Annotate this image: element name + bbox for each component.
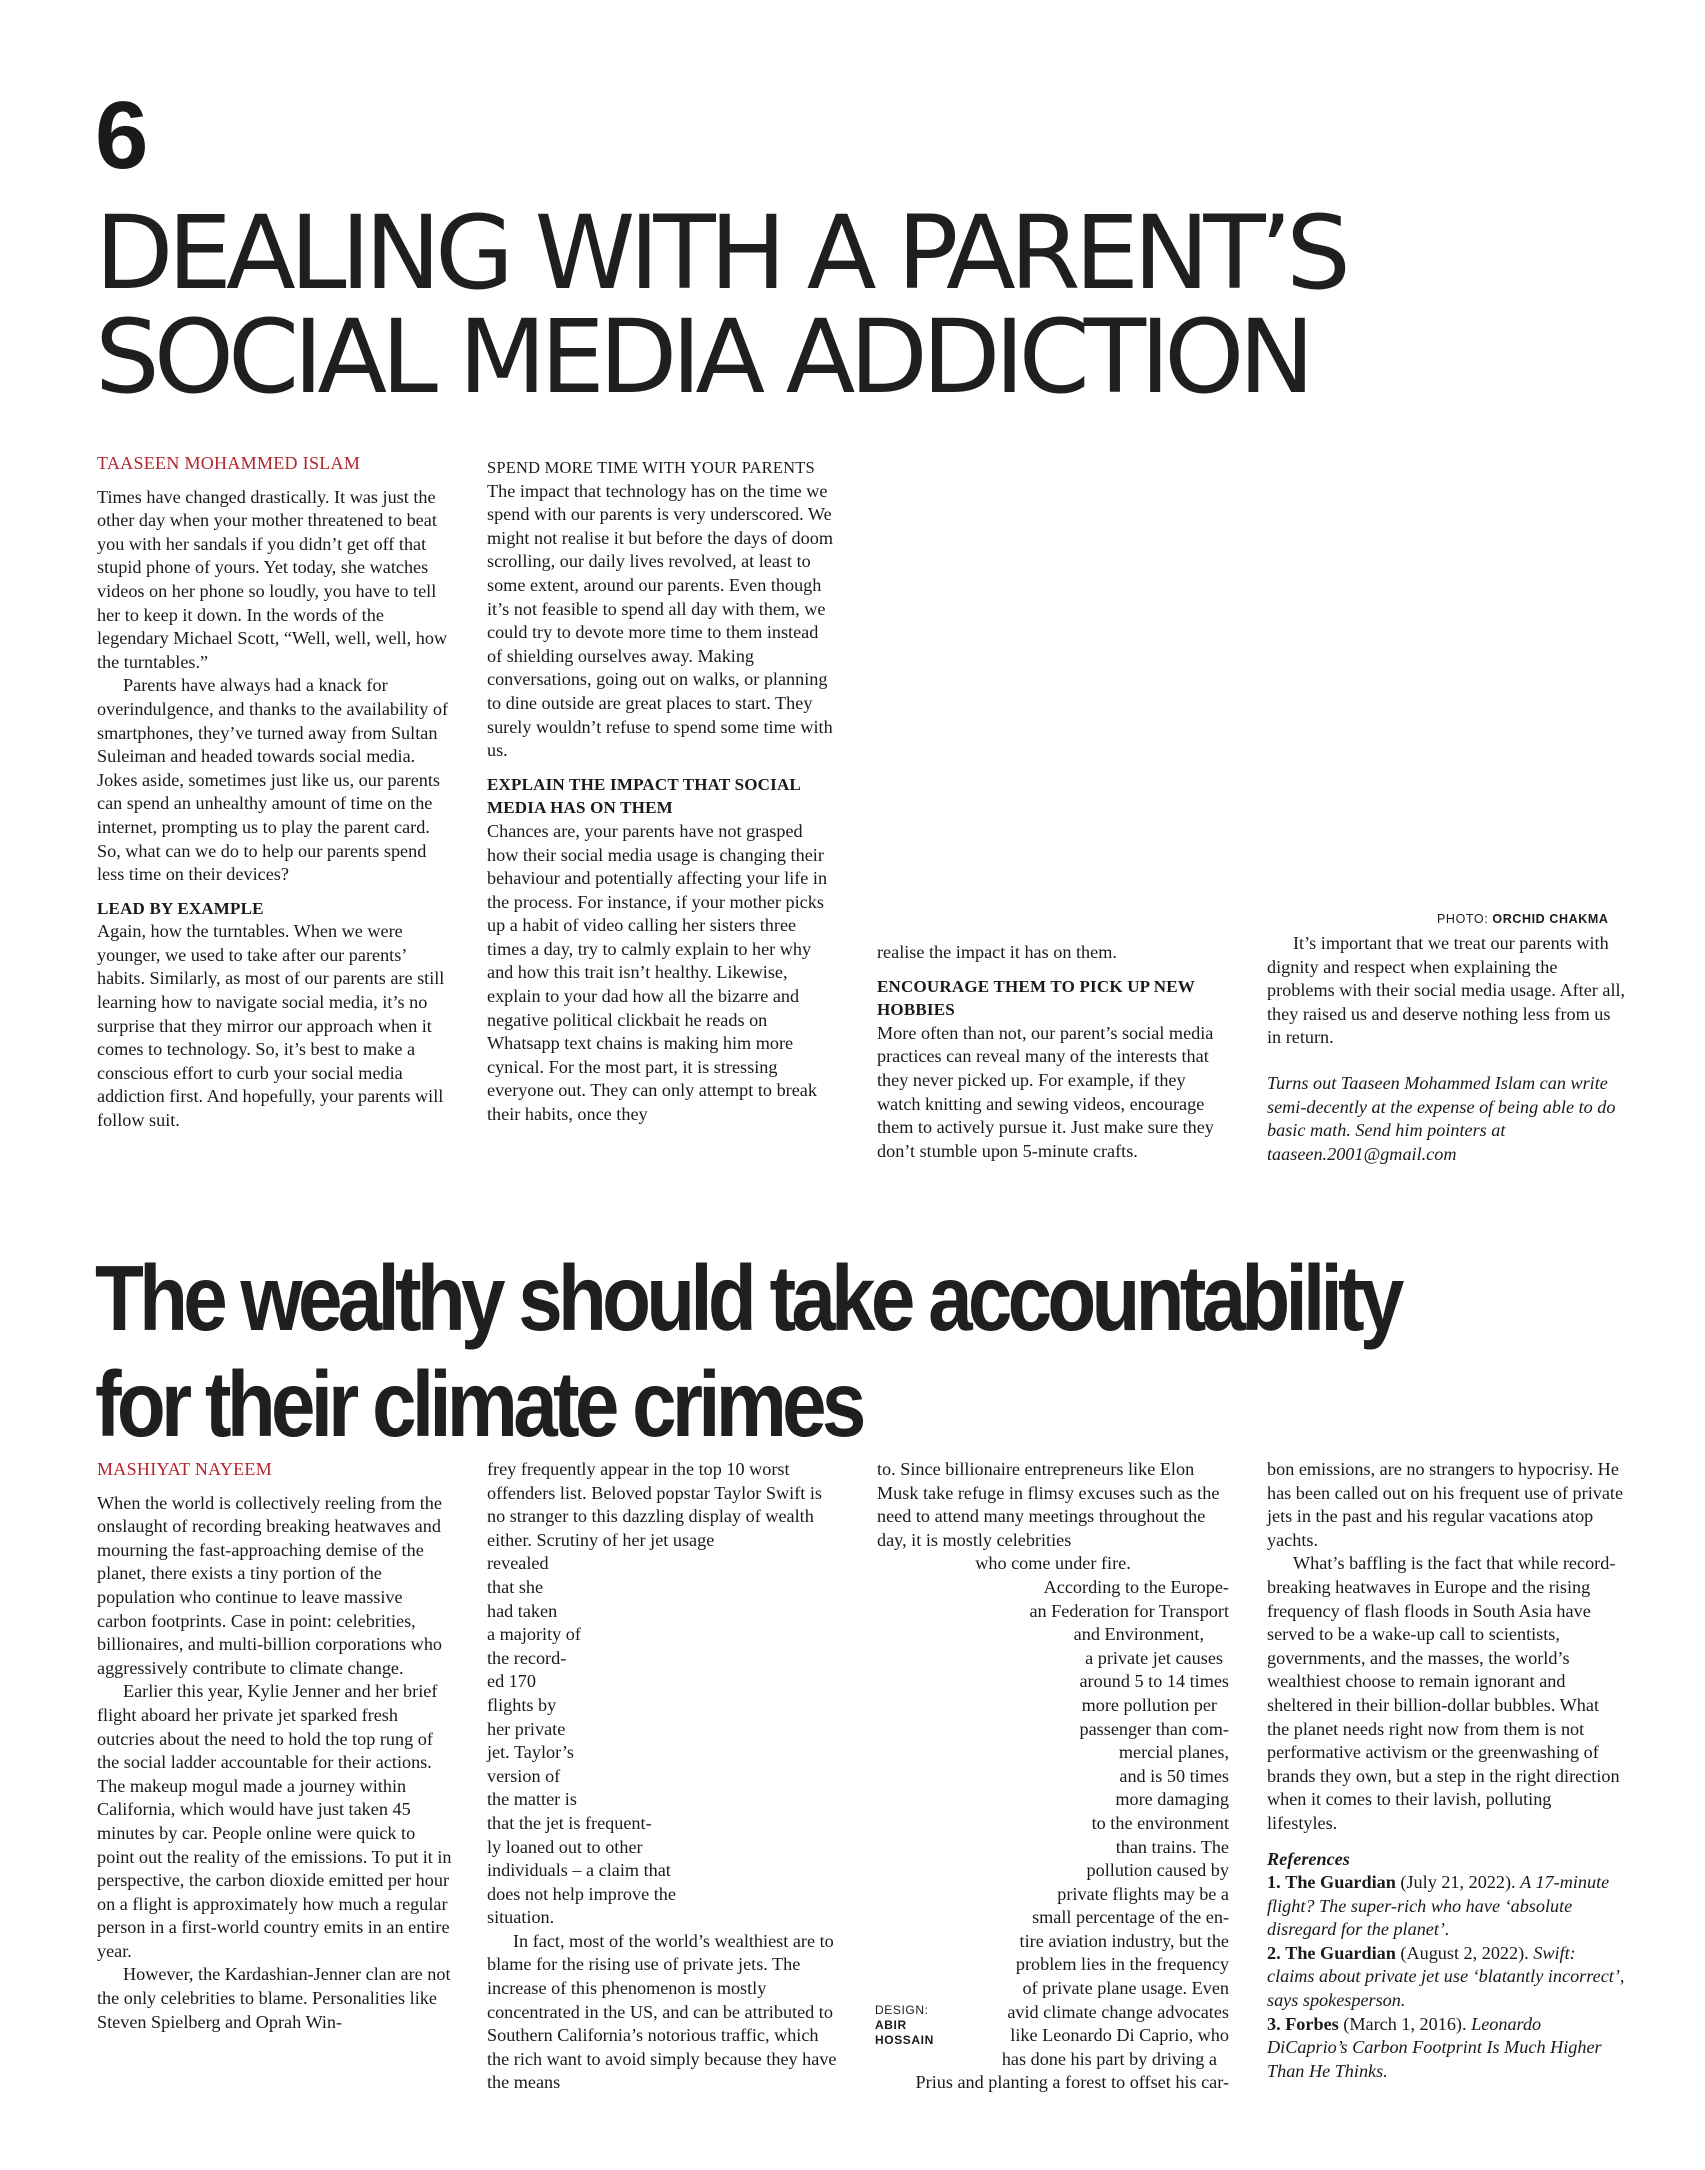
text-line: has done his part by driving a [1001,2048,1217,2069]
text-line: like Leonardo Di Caprio, who [1010,2025,1229,2046]
reference-date: (July 21, 2022). [1395,1872,1521,1893]
text-line: situation. [487,1907,555,1928]
text-line: that the jet is frequent- [487,1812,652,1833]
article2-column-1 [97,1458,452,2034]
text-line: a majority of [487,1624,581,1645]
text-line: problem lies in the frequency [1015,1954,1229,1975]
section-heading: LEAD BY EXAMPLE [97,898,264,918]
text-line: more damaging [1115,1789,1229,1810]
reference-source: Forbes [1285,2013,1339,2034]
paragraph: Parents have always had a knack for overindulgence, and thanks to the availability of smartphones, they’ve turned away from Sultan Suleiman and headed towards social media. Jokes aside, sometimes just like us, our parents can spend an unhealthy amount of time on the internet, prompting us to play the parent card. So, what can we do to help our parents spend less time on their devices? [97,675,449,885]
text-line: an Federation for Transport [1029,1600,1229,1621]
text-line: to the environment [1091,1812,1229,1833]
text-line: version of [487,1765,561,1786]
reference-date: (August 2, 2022). [1395,1942,1534,1963]
photographer: ORCHID CHAKMA [1492,912,1609,926]
text-line: flights by [487,1694,557,1715]
reference-source: The Guardian [1285,1942,1396,1963]
paragraph: It’s important that we treat our parents with dignity and respect when explaining the problems with their social media usage. After all, they raised us and deserve nothing less from us in return. [1267,933,1626,1048]
text-line: and Environment, [1073,1624,1204,1645]
text-line: passenger than com- [1079,1718,1229,1739]
article1-column-4 [1267,932,1627,1166]
designer-name: ABIR [875,2018,907,2032]
text-line: According to the Europe- [1043,1576,1229,1597]
paragraph: to. Since billionaire entrepreneurs like Elon Musk take refuge in flimsy excuses such as the need to attend many meetings throughout the day, it is mostly celebrities [877,1459,1220,1550]
reference-title: Leonardo DiCaprio’s Carbon Footprint Is Much Higher Than He Thinks. [1267,2013,1602,2081]
design-credit [875,2003,934,2048]
author-bio: Turns out Taaseen Mohammed Islam can write semi-decently at the expense of being able to do basic math. Send him pointers at taaseen.2001@gmail.com [1267,1072,1616,1164]
section-heading: SPEND MORE TIME WITH YOUR PARENTS [487,458,815,477]
text-line: the record- [487,1647,567,1668]
text-line: revealed [487,1553,549,1574]
byline: TAASEEN MOHAMMED ISLAM [97,453,361,473]
photo-credit [1437,912,1609,926]
title-line: SOCIAL MEDIA ADDICTION [95,298,1309,417]
article1-column-3 [877,941,1229,1163]
section-heading: ENCOURAGE THEM TO PICK UP NEW HOBBIES [877,976,1195,1020]
reference-title: A 17-minute flight? The super-rich who have ‘absolute disregard for the planet’. [1267,1872,1610,1940]
article-title-1 [95,194,1655,417]
text-line: a private jet causes [1085,1647,1223,1668]
article1-column-1 [97,452,452,1133]
paragraph: Times have changed drastically. It was just the other day when your mother threatened to beat you with her sandals if you didn’t get off that stupid phone of yours. Yet today, she watches videos on her phone so loudly, you have to tell her to keep it down. In the words of the legendary Michael Scott, “Well, well, well, how the turntables.” [97,486,448,672]
paragraph: bon emissions, are no strangers to hypocrisy. He has been called out on his frequent use of private jets in the past and his regular vacations atop yachts. [1267,1459,1624,1550]
text-line: her private [487,1718,566,1739]
text-line: more pollution per [1081,1694,1217,1715]
reference-item [1267,1942,1625,2013]
text-line: who come under fire. [975,1553,1131,1574]
article1-column-2 [487,456,835,1127]
page-number: 6 [95,82,149,189]
paragraph: In fact, most of the world’s wealthiest are to blame for the rising use of private jets. The increase of this phenomenon is mostly concentrated in the US, and can be attributed to Southern California’s notorious traffic, which the rich want to avoid simply because they have the means [487,1930,837,2093]
text-line: than trains. The [1115,1836,1229,1857]
text-line: ly loaned out to other [487,1836,643,1857]
text-line: that she [487,1576,544,1597]
text-line: jet. Taylor’s [487,1742,574,1763]
reference-number: 3. [1267,2013,1281,2034]
text-line: pollution caused by [1086,1860,1229,1881]
title-line: DEALING WITH A PARENT’S [95,194,1345,313]
text-line: private flights may be a [1057,1883,1229,1904]
reference-item [1267,2013,1625,2084]
text-line: the matter is [487,1789,577,1810]
paragraph: However, the Kardashian-Jenner clan are not the only celebrities to blame. Personalities like Steven Spielberg and Oprah Win- [97,1964,451,2032]
reference-number: 1. [1267,1872,1281,1893]
article2-column-4 [1267,1458,1625,2083]
paragraph: More often than not, our parent’s social media practices can reveal many of the interests that they never picked up. For example, if they watch knitting and sewing videos, encourage them to actively pursue it. Just make sure they don’t stumble upon 5-minute crafts. [877,1022,1214,1161]
photo-label: PHOTO: [1437,912,1489,926]
reference-source: The Guardian [1285,1872,1396,1893]
paragraph: When the world is collectively reeling from the onslaught of recording breaking heatwaves and mourning the fast-approaching demise of the planet, there exists a tiny portion of the population who continue to leave massive carbon footprints. Case in point: celebrities, billionaires, and multi-billion corporations who aggressively contribute to climate change. [97,1492,443,1678]
reference-date: (March 1, 2016). [1338,2013,1472,2034]
paragraph: What’s baffling is the fact that while record-breaking heatwaves in Europe and the rising frequency of flash floods in South Asia have served to be a wake-up call to scientists, governments, and the masses, the world’s wealthiest choose to remain ignorant and sheltered in their billion-dollar bubbles. What the planet needs right now from them is not performative activism or the greenwashing of brands they own, but a step in the right direction when it comes to their lavish, polluting lifestyles. [1267,1553,1620,1833]
article2-column-3 [877,1458,1229,2095]
article2-column-2 [487,1458,839,2095]
text-line: small percentage of the en- [1032,1907,1229,1928]
section-heading: EXPLAIN THE IMPACT THAT SOCIAL MEDIA HAS ON THEM [487,774,801,818]
text-line: mercial planes, [1118,1742,1229,1763]
wrapped-lines [487,1552,839,1930]
design-label: DESIGN: [875,2003,929,2017]
reference-item [1267,1871,1625,1942]
paragraph: realise the impact it has on them. [877,942,1117,962]
paragraph: frey frequently appear in the top 10 worst offenders list. Beloved popstar Taylor Swift is no stranger to this dazzling display of wealth either. Scrutiny of her jet usage [487,1459,822,1550]
text-line: had taken [487,1600,558,1621]
paragraph: The impact that technology has on the time we spend with our parents is very underscored. We might not realise it but before the days of doom scrolling, our daily lives revolved, at least to some extent, around our parents. Even though it’s not feasible to spend all day with them, we could try to devote more time to them instead of shielding ourselves away. Making conversations, going out on walks, or planning to dine outside are great places to start. They surely wouldn’t refuse to spend some time with us. [487,480,833,761]
text-line: Prius and planting a forest to offset his car- [915,2072,1229,2093]
paragraph: Chances are, your parents have not grasped how their social media usage is changing their behaviour and potentially affecting your life in the process. For instance, if your mother picks up a habit of video calling her sisters three times a day, try to calmly explain to her why and how this trait isn’t healthy. Likewise, explain to your dad how all the bizarre and negative political clickbait he reads on Whatsapp text chains is making him more cynical. For the most part, it is stressing everyone out. They can only attempt to break their habits, once they [487,820,828,1125]
paragraph: Again, how the turntables. When we were younger, we used to take after our parents’ habits. Similarly, as most of our parents are still learning how to navigate social media, it’s no surprise that they mirror our approach when it comes to technology. So, it’s best to make a conscious effort to curb your social media addiction first. And hopefully, your parents will follow suit. [97,921,445,1131]
text-line: individuals – a claim that [487,1860,671,1881]
text-line: ed 170 [487,1671,536,1692]
article-title-2 [95,1245,1454,1457]
designer-name: HOSSAIN [875,2033,934,2047]
references-heading: References [1267,1848,1350,1869]
title-line: The wealthy should take accountability [95,1246,1400,1350]
text-line: avid climate change advocates [1007,2001,1229,2022]
text-line: does not help improve the [487,1883,676,1904]
text-line: of private plane usage. Even [1022,1978,1229,1999]
reference-number: 2. [1267,1942,1281,1963]
text-line: and is 50 times [1119,1765,1229,1786]
text-line: around 5 to 14 times [1079,1671,1229,1692]
reference-title: Swift: claims about private jet use ‘blatantly incorrect’, says spokesperson. [1267,1942,1625,2011]
byline: MASHIYAT NAYEEM [97,1459,273,1479]
paragraph: Earlier this year, Kylie Jenner and her brief flight aboard her private jet sparked fresh outcries about the need to hold the top rung of the social ladder accountable for their actions. The makeup mogul made a journey within California, which would have just taken 45 minutes by car. People online were quick to point out the reality of the emissions. To put it in perspective, the carbon dioxide emitted per hour on a flight is approximately how much a regular person in a first-world country emits in an entire year. [97,1681,452,1961]
text-line: tire aviation industry, but the [1019,1930,1229,1951]
title-line: for their climate crimes [95,1352,862,1456]
